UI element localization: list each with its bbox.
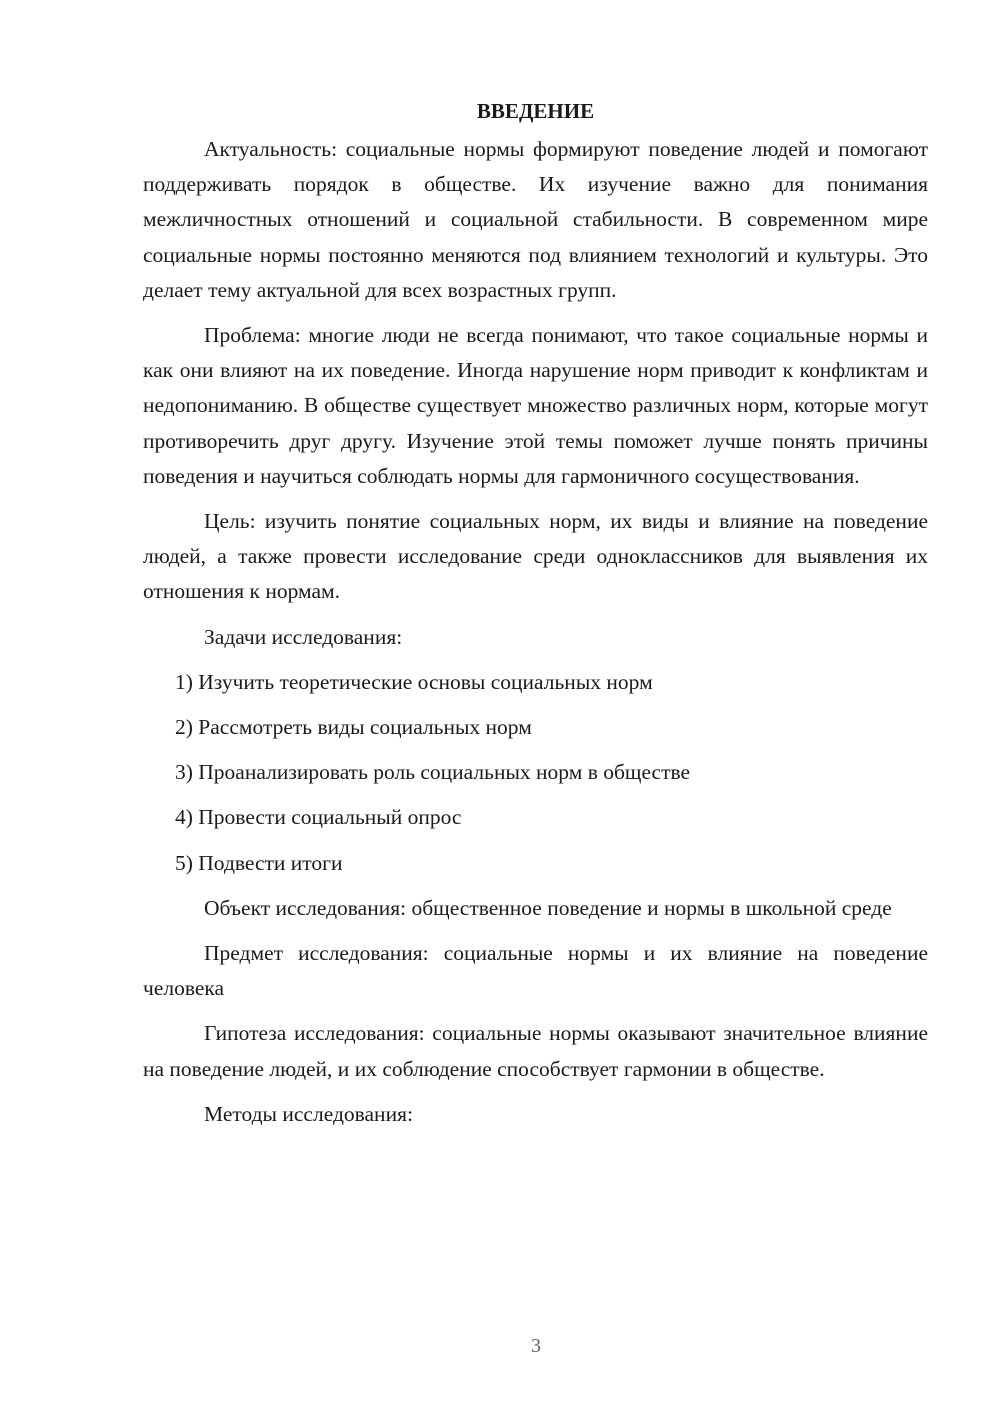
task-item: 5) Подвести итоги xyxy=(175,850,343,875)
tasks-heading: Задачи исследования: xyxy=(204,624,403,649)
problem-paragraph: Проблема: многие люди не всегда понимают, что такое социальные нормы и как они влияют на их поведение. Иногда нарушение норм приводит к конфликтам и недопониманию. В обществе существует множество различных норм, которые могут противоречить друг другу. Изучение этой темы поможет лучше понять причины поведения и научиться соблюдать нормы для гармоничного сосуществования. xyxy=(143,323,928,488)
subject-paragraph: Предмет исследования: социальные нормы и их влияние на поведение человека xyxy=(143,941,928,1001)
task-item: 3) Проанализировать роль социальных норм в обществе xyxy=(175,760,691,785)
relevance-paragraph: Актуальность: социальные нормы формируют поведение людей и помогают поддерживать порядок в обществе. Их изучение важно для понимания межличностных отношений и социальной стабильности. В современном мире социальные нормы постоянно меняются под влиянием технологий и культуры. Это делает тему актуальной для всех возрастных групп. xyxy=(143,137,928,302)
methods-heading: Методы исследования: xyxy=(204,1101,413,1126)
hypothesis-paragraph: Гипотеза исследования: социальные нормы оказывают значительное влияние на поведение людей, и их соблюдение способствует гармонии в обществе. xyxy=(143,1021,928,1081)
task-item: 1) Изучить теоретические основы социальных норм xyxy=(175,669,653,694)
page-number: 3 xyxy=(531,1335,541,1357)
task-item: 4) Провести социальный опрос xyxy=(175,805,462,830)
tasks-list xyxy=(143,665,928,881)
object-paragraph: Объект исследования: общественное поведение и нормы в школьной среде xyxy=(204,895,892,920)
task-item: 2) Рассмотреть виды социальных норм xyxy=(175,715,532,740)
section-title: ВВЕДЕНИЕ xyxy=(476,99,595,123)
goal-paragraph: Цель: изучить понятие социальных норм, их виды и влияние на поведение людей, а также провести исследование среди одноклассников для выявления их отношения к нормам. xyxy=(143,509,928,604)
document-page xyxy=(143,96,928,1142)
